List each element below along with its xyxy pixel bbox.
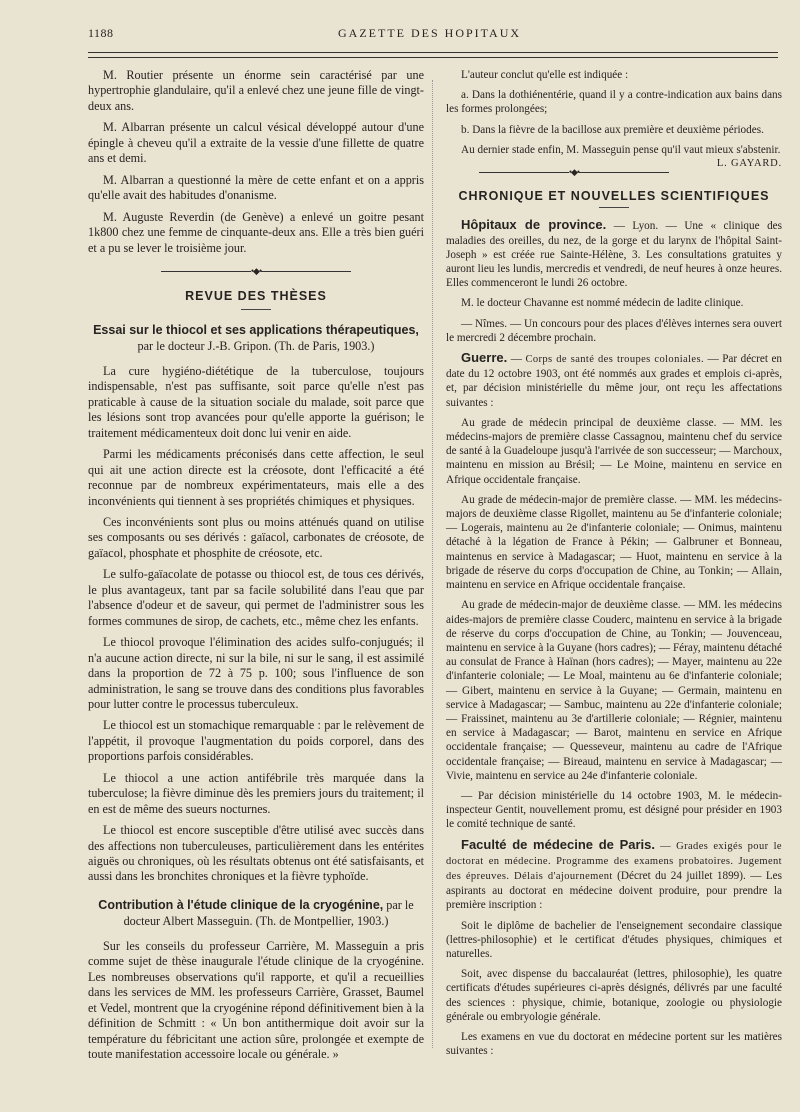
section-heading: CHRONIQUE ET NOUVELLES SCIENTIFIQUES bbox=[458, 189, 770, 204]
paragraph: M. Routier présente un énorme sein caractérisé par une hypertrophie glandulaire, qu'il a enlevé chez une jeune fille de vingt-deux ans. bbox=[88, 68, 424, 113]
section-heading: REVUE DES THÈSES bbox=[185, 289, 327, 304]
paragraph: La cure hygiéno-diététique de la tuberculose, toujours indispensable, n'est pas suffisante, soit parce qu'elle n'est pas praticable à cause de la situation sociale du malade, soit parce que les lésions sont trop avancées pour qu'elle apporte la guérison; le traitement médicamenteux doit donc lui venir en aide. bbox=[88, 363, 424, 440]
paragraph: — Nîmes. — Un concours pour des places d'élèves internes sera ouvert le mercredi 2 décembre prochain. bbox=[446, 317, 782, 344]
paragraph bbox=[446, 838, 782, 913]
paragraph-text: — Lyon. — Une « clinique des maladies des oreilles, du nez, de la gorge et du larynx de l'hôpital Saint-Joseph » est créée rue Sainte-Hélène, 3. Les consultations gratuites y auront lieu les lundis, mercredis et vendredi, de neuf heures à onze heures. Elles commenceront le lundi 26 octobre. bbox=[446, 220, 782, 290]
paragraph: M. le docteur Chavanne est nommé médecin de ladite clinique. bbox=[461, 297, 744, 310]
paragraph bbox=[446, 218, 782, 290]
paragraph: Guerre. — Corps de santé des troupes coloniales. — Par décret en date du 12 octobre 1903, ont été nommés aux grades et emplois ci-après, et, par décision ministérielle du même jour, ont reçu les affectations suivantes : bbox=[446, 350, 783, 409]
paragraph: Parmi les médicaments préconisés dans cette affection, le seul qui ait une action directe est la créosote, dont l'efficacité a été reconnue par de nombreux expérimentateurs, mais elle a des inconvénients qui tiennent à ses propriétés chimiques et physiques. bbox=[88, 447, 424, 508]
paragraph bbox=[446, 143, 782, 170]
paragraph: Le thiocol est un stomachique remarquable : par le relèvement de l'appétit, il provoque l'augmentation du poids corporel, dans des proportions parfois considérables. bbox=[88, 718, 424, 764]
thesis-heading bbox=[88, 897, 424, 929]
thesis-title: Contribution à l'étude clinique de la cryogénine, bbox=[98, 897, 384, 912]
paragraph: Au grade de médecin-major de première classe. — MM. les médecins-majors de deuxième classe Rigollet, maintenu au 5e d'infanterie coloniale; — Logerais, maintenu au 2e d'infanterie coloniale; — Onimus, maintenu détaché à la légation de France à Pékin; — Galbruner et Bonneau, maintenus en service à Madagascar; — Huot, maintenu en service à la brigade de réserve du corps d'occupation de Chine, au Tonkin; — Allain, maintenu en service en Afrique occidentale française. bbox=[446, 493, 782, 592]
right-column bbox=[446, 68, 782, 1064]
paragraph: Au grade de médecin-major de deuxième classe. — MM. les médecins aides-majors de première classe Couderc, maintenu en service à la brigade de réserve du corps d'occupation de Chine, au Tonkin; — Jouvenceau, maintenu en service à la Guyane (hors cadres); — Féray, maintenu détaché au consulat de France à Haïnan (hors cadres); — Mayer, maintenu au 22e d'infanterie coloniale; — Le Moal, maintenu au 6e d'infanterie coloniale; — Gibert, maintenu en service à la Guyane; — Germain, maintenu en service à Madagascar; — Sambuc, maintenu au 22e d'infanterie coloniale; — Fraissinet, maintenu au 3e d'artillerie coloniale; — Régnier, maintenu en service à Madagascar; — Barot, maintenu en service en Afrique occidentale française; — Quesseveur, maintenu au cadre de l'Afrique occidentale française; — Bireaud, maintenu en service à Madagascar; — Vivie, maintenu en service au 24e d'infanterie coloniale. bbox=[446, 599, 782, 782]
ornament-divider: •◆• bbox=[446, 165, 782, 179]
paragraph: Le thiocol est encore susceptible d'être utilisé avec succès dans des affections non tuberculeuses, particulièrement dans les entérites aiguës ou chroniques, où les résultats obtenus ont été satisfaisants, et aussi dans les bronchites chroniques et la fièvre typhoïde. bbox=[88, 823, 424, 884]
thesis-author: par le docteur J.-B. Gripon. (Th. de Paris, 1903.) bbox=[137, 338, 375, 353]
rubric-lead: Guerre. bbox=[461, 350, 508, 366]
paragraph: Ces inconvénients sont plus ou moins atténués quand on utilise ses composants ou ses dérivés : gaïacol, carbonates de créosote, de gaïacol, phosphate et phosphite de créosote, etc. bbox=[88, 514, 424, 560]
paragraph-text: (Décret du 24 juillet 1899). — Les aspirants au doctorat en médecine doivent produire, pour prendre la première inscription : bbox=[446, 869, 782, 912]
paragraph: Soit le diplôme de bachelier de l'enseignement secondaire classique (lettres-philosophie) et le certificat d'études physiques, chimiques et naturelles. bbox=[446, 919, 782, 960]
paragraph: Au grade de médecin principal de deuxième classe. — MM. les médecins-majors de première classe Cassagnou, maintenu chef du service de santé à la Guadeloupe jusqu'à l'arrivée de son successeur; — Marchoux, maintenu en mission au Brésil; — Le Moine, maintenu en service en Afrique occidentale française. bbox=[446, 416, 782, 486]
thesis-heading bbox=[88, 322, 424, 354]
paragraph: M. Albarran présente un calcul vésical développé autour d'une épingle à cheveu qu'il a extraite de la vessie d'une fillette de quatre ans et demi. bbox=[88, 120, 424, 166]
paragraph: a. Dans la dothiénentérie, quand il y a contre-indication aux bains dans les formes prolongées; bbox=[446, 89, 782, 116]
paragraph: — Par décision ministérielle du 14 octobre 1903, M. le médecin-inspecteur Gentit, nouvellement promu, est désigné pour présider en 1903 le comité technique de santé. bbox=[446, 789, 782, 831]
rubric-lead: Faculté de médecine de Paris. bbox=[461, 836, 655, 852]
thesis-author: par le docteur Albert Masseguin. (Th. de Montpellier, 1903.) bbox=[123, 897, 414, 928]
page-number: 1188 bbox=[88, 26, 114, 40]
author-signature: L. GAYARD. bbox=[716, 158, 782, 170]
paragraph: M. Albarran a questionné la mère de cette enfant et on a appris qu'elle avait des habitudes d'onanisme. bbox=[88, 172, 424, 203]
paragraph: Soit, avec dispense du baccalauréat (lettres, philosophie), les quatre certificats d'études supérieures ci-après désignés, délivrés par une faculté des sciences : physique, chimie, botanique, zoologie ou physiologie générale ou embryologie générale. bbox=[446, 968, 782, 1023]
journal-title: GAZETTE DES HOPITAUX bbox=[338, 26, 522, 40]
short-rule bbox=[241, 309, 271, 310]
paragraph: Les examens en vue du doctorat en médecine portent sur les matières suivantes : bbox=[446, 1030, 782, 1058]
page-header bbox=[88, 26, 800, 46]
rubric-caps: Corps de santé des troupes coloniales. bbox=[525, 354, 704, 366]
short-rule bbox=[599, 207, 629, 208]
paragraph: L'auteur conclut qu'elle est indiquée : bbox=[461, 69, 629, 81]
paragraph: Le sulfo-gaïacolate de potasse ou thiocol est, de tous ces dérivés, le plus avantageux, tant par sa facile solubilité dans l'eau que par l'absence d'odeur et de saveur, qui permet de l'administrer sous les formes communes de sirop, de cachets, etc., même chez les enfants. bbox=[88, 567, 424, 628]
left-column bbox=[88, 68, 424, 1069]
header-rule bbox=[88, 52, 778, 58]
paragraph: Sur les conseils du professeur Carrière, M. Masseguin a pris comme sujet de thèse inaugurale l'étude clinique de la cryogénine. Les nombreuses observations qu'il rapporte, et qu'il a recueillies dans les services de MM. les professeurs Carrière, Grasset, Baumel et Vedel, montrent que la cryogénine répond définitivement bien à la définition de Schmitt : « Un bon antithermique doit avoir sur la température du fébricitant une action sûre, prolongée et exempte de toute manifestation accessoire locale ou générale. » bbox=[88, 938, 424, 1062]
paragraph-text: Au dernier stade enfin, M. Masseguin pense qu'il vaut mieux s'abstenir. bbox=[461, 143, 781, 156]
paragraph: Le thiocol provoque l'élimination des acides sulfo-conjugués; il n'a aucune action directe, ni sur la bile, ni sur le sang, il est assimilé dans la proportion de 72 à 75 p. 100; sous l'influence de son administration, le sang se trouve dans des conditions plus favorables pour lutter contre le processus tuberculeux. bbox=[88, 635, 424, 711]
paragraph: b. Dans la fièvre de la bacillose aux première et deuxième périodes. bbox=[461, 123, 764, 136]
paragraph: M. Auguste Reverdin (de Genève) a enlevé un goitre pesant 1k800 chez une femme de cinquante-deux ans. Elle a très bien guéri et a pu se lever le troisième jour. bbox=[88, 209, 424, 255]
column-divider bbox=[432, 80, 433, 1048]
paragraph-text: — Par décret en date du 12 octobre 1903, ont été nommés aux grades et emplois ci-après, et, par décision ministérielle du même jour, ont reçu les affectations suivantes : bbox=[446, 353, 783, 409]
rubric-caps: — Grades exigés pour le doctorat en médecine. Programme des examens probatoires. Jugement des épreuves. Délais d'ajournement bbox=[446, 840, 782, 882]
ornament-divider: •◆• bbox=[88, 264, 424, 279]
rubric-lead: Hôpitaux de province. bbox=[461, 217, 607, 233]
paragraph: Le thiocol a une action antifébrile très marquée dans la tuberculose; la fièvre diminue dès les premiers jours du traitement; il en est de même des sueurs nocturnes. bbox=[88, 770, 424, 816]
thesis-title: Essai sur le thiocol et ses applications thérapeutiques, bbox=[93, 322, 419, 337]
